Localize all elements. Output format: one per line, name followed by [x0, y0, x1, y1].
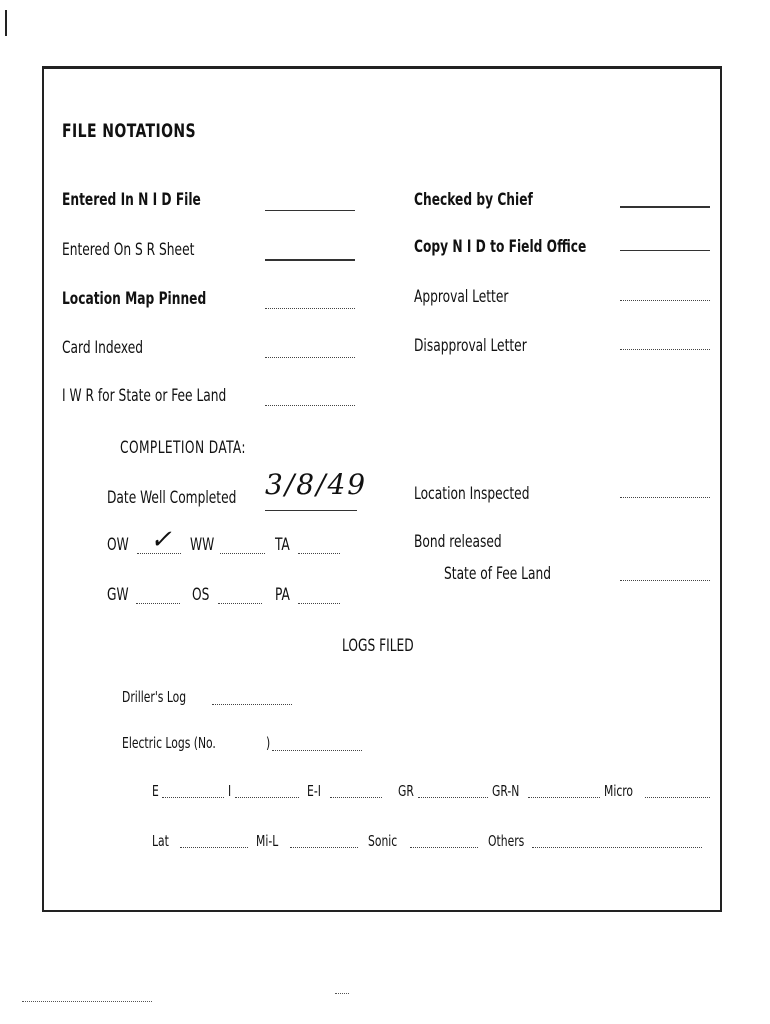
drillers-log-label: Driller's Log: [122, 688, 187, 706]
ow-label: OW: [107, 535, 129, 555]
gw-label: GW: [107, 585, 129, 605]
os-label: OS: [192, 585, 210, 605]
form-title: FILE NOTATIONS: [62, 120, 197, 142]
blank-sr-sheet[interactable]: [265, 259, 355, 261]
right-item-copy-nid: Copy N I D to Field Office: [414, 237, 587, 257]
ta-label: TA: [275, 535, 290, 555]
right-item-checked-by-chief: Checked by Chief: [414, 190, 533, 210]
blank-iwr[interactable]: [265, 405, 355, 406]
left-item-nid-file: Entered In N I D File: [62, 190, 201, 210]
blank-card-indexed[interactable]: [265, 357, 355, 358]
log-gr-label: GR: [398, 782, 414, 800]
right-item-disapproval-letter: Disapproval Letter: [414, 336, 527, 356]
electric-logs-close: ): [266, 734, 271, 752]
blank-checked-by-chief[interactable]: [620, 206, 710, 208]
left-item-card-indexed: Card Indexed: [62, 338, 144, 358]
electric-logs-label: Electric Logs (No.: [122, 734, 216, 752]
log-mil-label: Mi-L: [256, 832, 279, 850]
left-item-sr-sheet: Entered On S R Sheet: [62, 240, 195, 260]
state-fee-land-label: State of Fee Land: [444, 564, 552, 584]
date-well-completed-label: Date Well Completed: [107, 488, 237, 508]
blank-log-e[interactable]: [162, 797, 224, 798]
blank-log-micro[interactable]: [645, 797, 710, 798]
left-item-location-map: Location Map Pinned: [62, 289, 207, 309]
log-others-label: Others: [488, 832, 525, 850]
blank-location-inspected[interactable]: [620, 497, 710, 498]
scan-edge-mark: [5, 10, 7, 36]
scan-noise-bottom-center: [335, 992, 349, 994]
blank-log-sonic[interactable]: [410, 847, 478, 848]
blank-log-grn[interactable]: [528, 797, 600, 798]
blank-log-ei[interactable]: [330, 797, 382, 798]
blank-pa[interactable]: [298, 603, 340, 604]
left-item-iwr: I W R for State or Fee Land: [62, 386, 227, 406]
log-i-label: I: [228, 782, 232, 800]
blank-os[interactable]: [218, 603, 262, 604]
blank-date-well-completed[interactable]: [265, 510, 357, 511]
blank-approval-letter[interactable]: [620, 300, 710, 301]
scan-noise-bottom-left: [22, 1000, 152, 1002]
ww-label: WW: [190, 535, 215, 555]
log-grn-label: GR-N: [492, 782, 520, 800]
blank-ta[interactable]: [298, 553, 340, 554]
right-item-approval-letter: Approval Letter: [414, 287, 509, 307]
blank-nid-file[interactable]: [265, 210, 355, 211]
blank-location-map[interactable]: [265, 308, 355, 309]
blank-log-i[interactable]: [235, 797, 299, 798]
log-lat-label: Lat: [152, 832, 169, 850]
date-well-completed-value: 3/8/49: [265, 468, 368, 501]
blank-disapproval-letter[interactable]: [620, 349, 710, 350]
log-micro-label: Micro: [604, 782, 634, 800]
blank-electric-logs[interactable]: [272, 750, 362, 751]
blank-state-fee-land[interactable]: [620, 580, 710, 581]
blank-ww[interactable]: [220, 553, 265, 554]
blank-log-lat[interactable]: [180, 847, 248, 848]
blank-log-others[interactable]: [532, 847, 702, 848]
log-ei-label: E-I: [307, 782, 321, 800]
log-e-label: E: [152, 782, 159, 800]
blank-drillers-log[interactable]: [212, 704, 292, 705]
ow-check-mark: ✓: [150, 525, 174, 555]
logs-filed-heading: LOGS FILED: [342, 636, 414, 656]
location-inspected-label: Location Inspected: [414, 484, 530, 504]
blank-log-mil[interactable]: [290, 847, 358, 848]
log-sonic-label: Sonic: [368, 832, 398, 850]
bond-released-label: Bond released: [414, 532, 502, 552]
blank-log-gr[interactable]: [418, 797, 488, 798]
blank-gw[interactable]: [136, 603, 180, 604]
pa-label: PA: [275, 585, 290, 605]
completion-heading: COMPLETION DATA:: [120, 438, 246, 458]
blank-copy-nid[interactable]: [620, 250, 710, 251]
